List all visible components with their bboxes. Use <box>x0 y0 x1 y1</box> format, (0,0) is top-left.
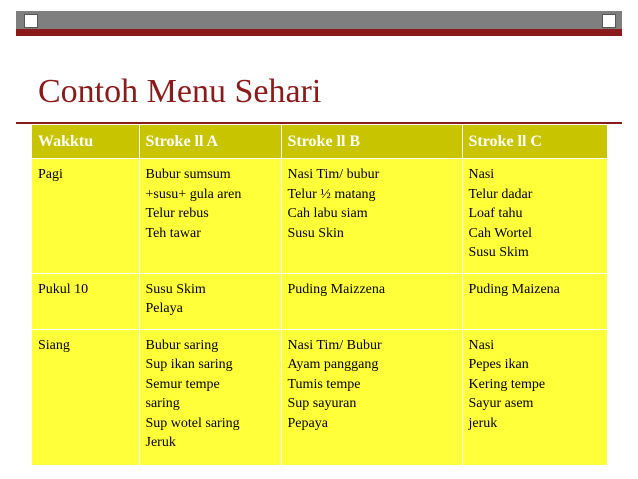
cell-line: Jeruk <box>145 435 176 450</box>
header-time: Wakktu <box>32 125 139 159</box>
square-bullet-icon <box>24 14 38 28</box>
cell-line: Bubur sumsum <box>145 167 231 182</box>
cell-time <box>32 159 139 274</box>
cell-stroke-a <box>139 273 281 329</box>
cell-line: Pukul 10 <box>38 281 89 297</box>
cell-line: Tumis tempe <box>287 376 361 392</box>
cell-line: +susu+ gula aren <box>145 186 242 202</box>
cell-line: Sup wotel saring <box>145 415 240 431</box>
cell-line: Kering tempe <box>468 376 546 392</box>
cell-line: Susu Skin <box>287 225 344 241</box>
cell-line: Pelaya <box>145 301 183 316</box>
cell-line: Cah labu siam <box>287 206 368 221</box>
slide-title: Contoh Menu Sehari <box>38 73 322 110</box>
cell-line: Semur tempe <box>145 376 220 392</box>
cell-line: jeruk <box>468 415 498 431</box>
square-bullet-icon <box>602 14 616 28</box>
cell-stroke-c <box>462 329 607 465</box>
cell-line: saring <box>145 396 180 411</box>
cell-line: Susu Skim <box>145 281 206 297</box>
cell-line: Pagi <box>38 167 63 182</box>
menu-table <box>32 125 608 466</box>
cell-line: Nasi <box>468 337 495 353</box>
table-row <box>32 159 607 274</box>
header-stroke-b: Stroke ll B <box>281 125 462 159</box>
cell-line: Sayur asem <box>468 396 534 411</box>
cell-line: Telur dadar <box>468 186 533 202</box>
table-row <box>32 273 607 329</box>
cell-line: Cah Wortel <box>468 225 533 241</box>
cell-line: Susu Skim <box>468 245 529 260</box>
cell-stroke-c <box>462 159 607 274</box>
cell-line: Ayam panggang <box>287 357 379 372</box>
cell-line: Telur ½ matang <box>287 186 376 202</box>
cell-time <box>32 329 139 465</box>
cell-line: Pepes ikan <box>468 357 529 372</box>
cell-stroke-b <box>281 273 462 329</box>
cell-line: Nasi <box>468 167 495 182</box>
header-stroke-c: Stroke ll C <box>462 125 607 159</box>
cell-line: Bubur saring <box>145 337 219 353</box>
title-underline <box>16 122 622 124</box>
slide-top-bar <box>16 11 622 36</box>
cell-line: Teh tawar <box>145 225 201 241</box>
cell-time <box>32 273 139 329</box>
cell-line: Pepaya <box>287 415 328 431</box>
cell-line: Sup ikan saring <box>145 357 233 372</box>
cell-line: Telur rebus <box>145 206 209 221</box>
cell-stroke-c <box>462 273 607 329</box>
cell-stroke-b <box>281 329 462 465</box>
table-header-row <box>32 125 607 159</box>
cell-line: Siang <box>38 337 70 353</box>
cell-stroke-b <box>281 159 462 274</box>
cell-line: Loaf tahu <box>468 206 523 221</box>
cell-line: Sup sayuran <box>287 396 357 411</box>
cell-line: Puding Maizena <box>468 281 560 297</box>
header-stroke-a: Stroke ll A <box>139 125 281 159</box>
cell-line: Nasi Tim/ bubur <box>287 167 380 182</box>
cell-line: Nasi Tim/ Bubur <box>287 337 382 353</box>
cell-line: Puding Maizzena <box>287 281 386 297</box>
cell-stroke-a <box>139 159 281 274</box>
table-row <box>32 329 607 465</box>
cell-stroke-a <box>139 329 281 465</box>
